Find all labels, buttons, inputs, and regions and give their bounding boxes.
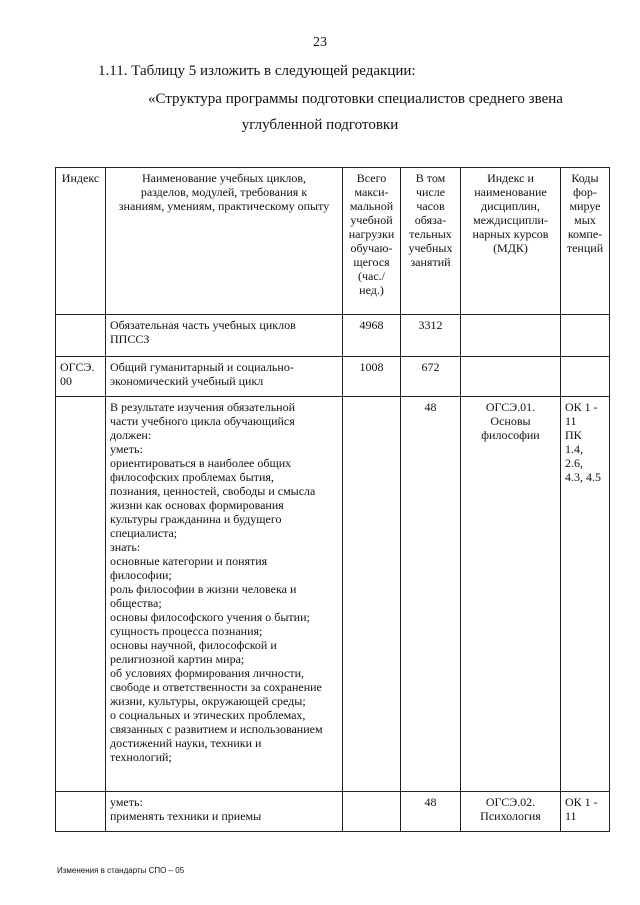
header-max-load: Всего макси- мальной учебной нагрузки обучаю- щегося (час./ нед.)	[343, 168, 401, 315]
row-name: Общий гуманитарный и социально- экономический учебный цикл	[106, 357, 343, 397]
program-structure-table	[55, 167, 610, 832]
row-index: ОГСЭ. 00	[56, 357, 106, 397]
header-required-hours: В том числе часов обяза- тельных учебных занятий	[401, 168, 461, 315]
row-required-hours: 48	[401, 397, 461, 792]
row-required-hours: 48	[401, 792, 461, 832]
row-competencies	[561, 357, 610, 397]
row-discipline: ОГСЭ.01. Основы философии	[461, 397, 561, 792]
row-name: Обязательная часть учебных циклов ППССЗ	[106, 315, 343, 357]
row-index	[56, 315, 106, 357]
table-row	[56, 397, 610, 792]
row-max-load	[343, 792, 401, 832]
page-number: 23	[313, 35, 327, 50]
header-competencies: Коды фор- мируе мых компе- тенций	[561, 168, 610, 315]
row-competencies: ОК 1 - 11 ПК 1.4, 2.6, 4.3, 4.5	[561, 397, 610, 792]
header-index: Индекс	[56, 168, 106, 315]
row-index	[56, 792, 106, 832]
row-competencies: ОК 1 - 11	[561, 792, 610, 832]
row-name: В результате изучения обязательной части учебного цикла обучающийся должен: уметь: ориентироваться в наиболее общих философских проблемах бытия, познания, ценностей, свободы и смысла жизни как основах формирования культуры гражданина и будущего специалиста; знать: основные категории и понятия философии; роль философии в жизни человека и общества; основы философского учения о бытии; сущность процесса познания; основы научной, философской и религиозной картин мира; об условиях формирования личности, свободе и ответственности за сохранение жизни, культуры, окружающей среды; о социальных и этических проблемах, связанных с развитием и использованием достижений науки, техники и технологий;	[106, 397, 343, 792]
table-header-row	[56, 168, 610, 315]
row-discipline	[461, 315, 561, 357]
footer-note: Изменения в стандарты СПО – 05	[57, 866, 185, 875]
row-discipline: ОГСЭ.02. Психология	[461, 792, 561, 832]
table-title-line1: «Структура программы подготовки специалистов среднего звена	[148, 91, 563, 107]
table-row	[56, 357, 610, 397]
table-row	[56, 792, 610, 832]
row-name: уметь: применять техники и приемы	[106, 792, 343, 832]
row-index	[56, 397, 106, 792]
header-name: Наименование учебных циклов, разделов, модулей, требования к знаниям, умениям, практическому опыту	[106, 168, 343, 315]
table-row	[56, 315, 610, 357]
row-max-load: 4968	[343, 315, 401, 357]
row-discipline	[461, 357, 561, 397]
table-title-line2: углубленной подготовки	[241, 117, 399, 133]
row-required-hours: 672	[401, 357, 461, 397]
header-discipline: Индекс и наименование дисциплин, междисципли- нарных курсов (МДК)	[461, 168, 561, 315]
row-competencies	[561, 315, 610, 357]
row-max-load: 1008	[343, 357, 401, 397]
row-max-load	[343, 397, 401, 792]
row-required-hours: 3312	[401, 315, 461, 357]
amendment-heading: 1.11. Таблицу 5 изложить в следующей редакции:	[98, 63, 416, 79]
